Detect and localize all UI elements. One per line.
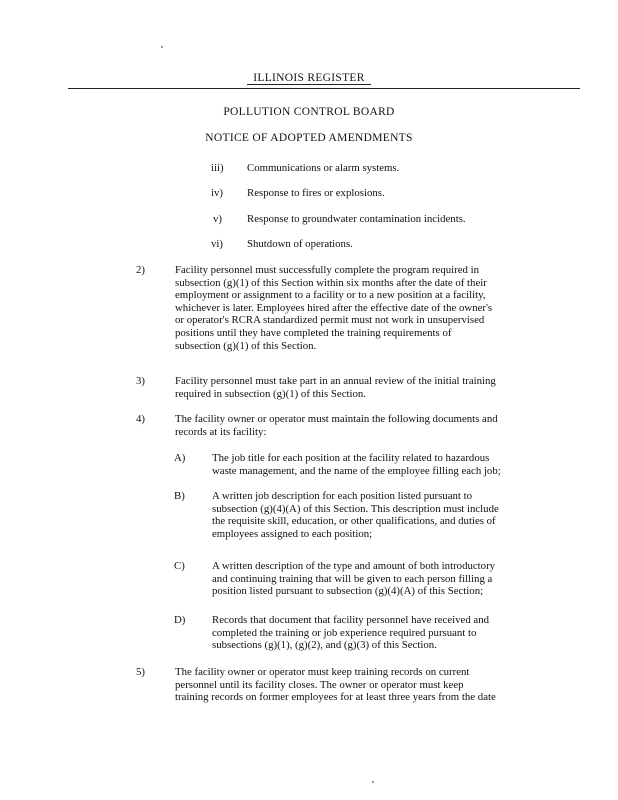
sub-item-number: A) [174, 452, 186, 464]
roman-item-text: Shutdown of operations. [247, 238, 353, 250]
sub-item-text: The job title for each position at the facility related to hazardous waste management, and the name of the employee filling each job; [212, 452, 501, 477]
sub-item-number: B) [174, 490, 185, 502]
register-title: ILLINOIS REGISTER [0, 72, 618, 84]
item-number: 3) [136, 375, 145, 387]
sub-item-number: D) [174, 614, 186, 626]
roman-item-number: iv) [211, 187, 223, 199]
item-text: Facility personnel must take part in an annual review of the initial training required in subsection (g)(1) of this Section. [175, 375, 496, 400]
item-text: The facility owner or operator must keep training records on current personnel until its facility closes. The owner or operator must keep training records on former employees for at least three years from the date [175, 666, 496, 704]
scan-speck [372, 781, 374, 783]
roman-item-number: v) [213, 213, 222, 225]
sub-item-text: A written description of the type and amount of both introductory and continuing training that will be given to each person filling a position listed pursuant to subsection (g)(4)(A) of this Section; [212, 560, 496, 598]
roman-item-text: Response to fires or explosions. [247, 187, 385, 199]
sub-item-text: A written job description for each position listed pursuant to subsection (g)(4)(A) of this Section. This description must include the requisite skill, education, or other qualifications, and duties of employees assigned to each position; [212, 490, 499, 540]
board-heading: POLLUTION CONTROL BOARD [223, 106, 395, 118]
item-number: 4) [136, 413, 145, 425]
notice-heading: NOTICE OF ADOPTED AMENDMENTS [205, 132, 413, 144]
item-text: The facility owner or operator must maintain the following documents and records at its facility: [175, 413, 498, 438]
register-rule [68, 88, 580, 89]
roman-item-text: Communications or alarm systems. [247, 162, 400, 174]
item-number: 5) [136, 666, 145, 678]
item-number: 2) [136, 264, 145, 276]
item-text: Facility personnel must successfully complete the program required in subsection (g)(1) of this Section within six months after the date of their employment or assignment to a facility or to a new position at a facility, whichever is later. Employees hired after the effective date of the owner's or operator's RCRA standardized permit must not work in unsupervised positions until they have completed the training requirements of subsection (g)(1) of this Section. [175, 264, 493, 352]
sub-item-number: C) [174, 560, 185, 572]
roman-item-text: Response to groundwater contamination incidents. [247, 213, 466, 225]
sub-item-text: Records that document that facility personnel have received and completed the training or job experience required pursuant to subsections (g)(1), (g)(2), and (g)(3) of this Section. [212, 614, 490, 652]
scan-speck [161, 46, 163, 48]
roman-item-number: vi) [211, 238, 223, 250]
roman-item-number: iii) [211, 162, 224, 174]
